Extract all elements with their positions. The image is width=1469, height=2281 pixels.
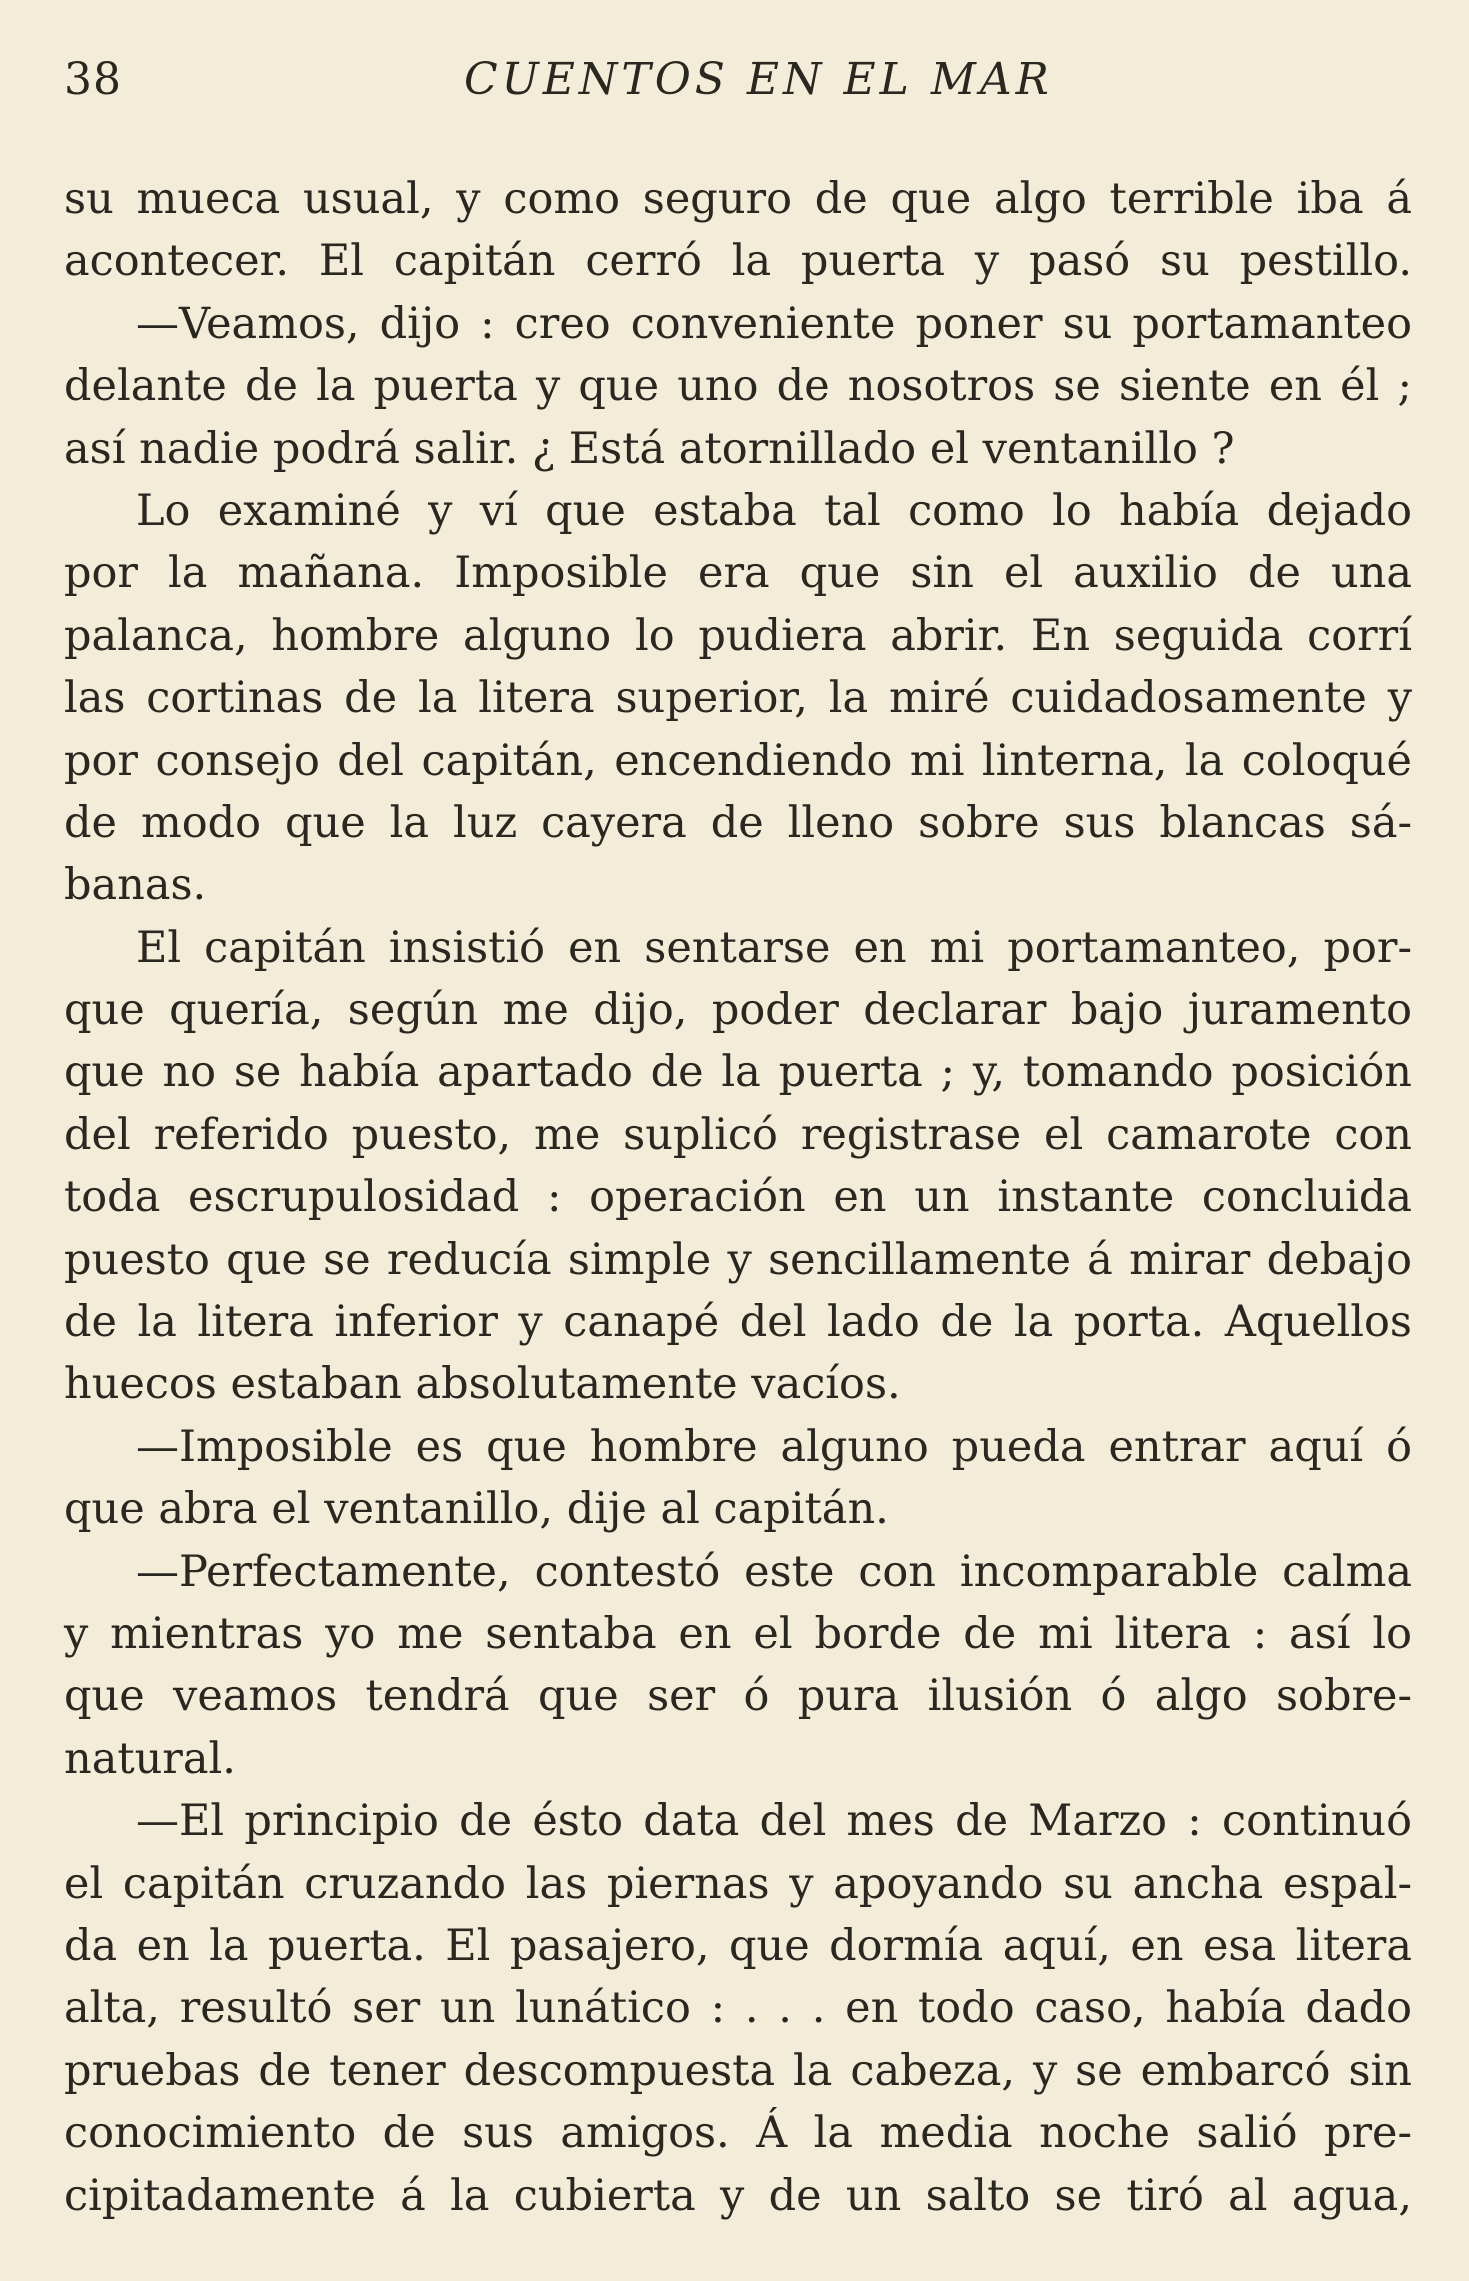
text-line: por la mañana. Imposible era que sin el auxilio de una [64,548,1412,599]
text-line: huecos estaban absolutamente vacíos. [64,1359,901,1410]
text-line: toda escrupulosidad : operación en un instante concluida [64,1172,1412,1223]
text-line: —Perfectamente, contestó este con incomparable calma [136,1546,1412,1597]
text-line: palanca, hombre alguno lo pudiera abrir. En seguida corrí [64,610,1412,661]
text-line: El capitán insistió en sentarse en mi portamanteo, por- [136,922,1412,973]
text-line: alta, resultó ser un lunático : . . . en todo caso, había dado [64,1983,1412,2034]
text-line: cipitadamente á la cubierta y de un salto se tiró al agua, [64,2170,1412,2221]
text-line: puesto que se reducía simple y sencillamente á mirar debajo [64,1234,1412,1285]
text-line: el capitán cruzando las piernas y apoyando su ancha espal- [64,1858,1412,1909]
text-line: Lo examiné y ví que estaba tal como lo había dejado [136,485,1412,536]
text-line: de la litera inferior y canapé del lado de la porta. Aquellos [64,1297,1412,1348]
text-line: banas. [64,860,207,911]
text-line: del referido puesto, me suplicó registrase el camarote con [64,1109,1412,1160]
text-line: natural. [64,1733,236,1784]
text-line: delante de la puerta y que uno de nosotros se siente en él ; [64,361,1412,412]
running-title: CUENTOS EN EL MAR [464,54,1053,105]
text-line: —El principio de ésto data del mes de Marzo : continuó [136,1796,1412,1847]
text-line: —Veamos, dijo : creo conveniente poner su portamanteo [136,298,1412,349]
text-line: de modo que la luz cayera de lleno sobre sus blancas sá- [64,797,1412,848]
text-line: que abra el ventanillo, dije al capitán. [64,1484,889,1535]
text-line: su mueca usual, y como seguro de que algo terrible iba á [64,174,1412,224]
text-line: conocimiento de sus amigos. Á la media noche salió pre- [64,2108,1412,2159]
text-line: y mientras yo me sentaba en el borde de mi litera : así lo [64,1608,1412,1659]
body-text [64,168,1412,2227]
text-line: así nadie podrá salir. ¿ Está atornillado el ventanillo ? [64,423,1235,474]
text-line: pruebas de tener descompuesta la cabeza, y se embarcó sin [64,2045,1412,2096]
text-line: que quería, según me dijo, poder declarar bajo juramento [64,985,1412,1036]
text-line: —Imposible es que hombre alguno pueda entrar aquí ó [136,1421,1412,1472]
text-line: por consejo del capitán, encendiendo mi linterna, la coloqué [64,735,1412,786]
text-line: que veamos tendrá que ser ó pura ilusión ó algo sobre- [64,1671,1412,1722]
text-line: las cortinas de la litera superior, la miré cuidadosamente y [64,673,1412,724]
text-line: acontecer. El capitán cerró la puerta y pasó su pestillo. [64,236,1412,287]
text-line: da en la puerta. El pasajero, que dormía aquí, en esa litera [64,1920,1412,1971]
page-number: 38 [64,54,122,105]
text-line: que no se había apartado de la puerta ; y, tomando posición [64,1047,1412,1098]
page-header [64,54,1405,114]
